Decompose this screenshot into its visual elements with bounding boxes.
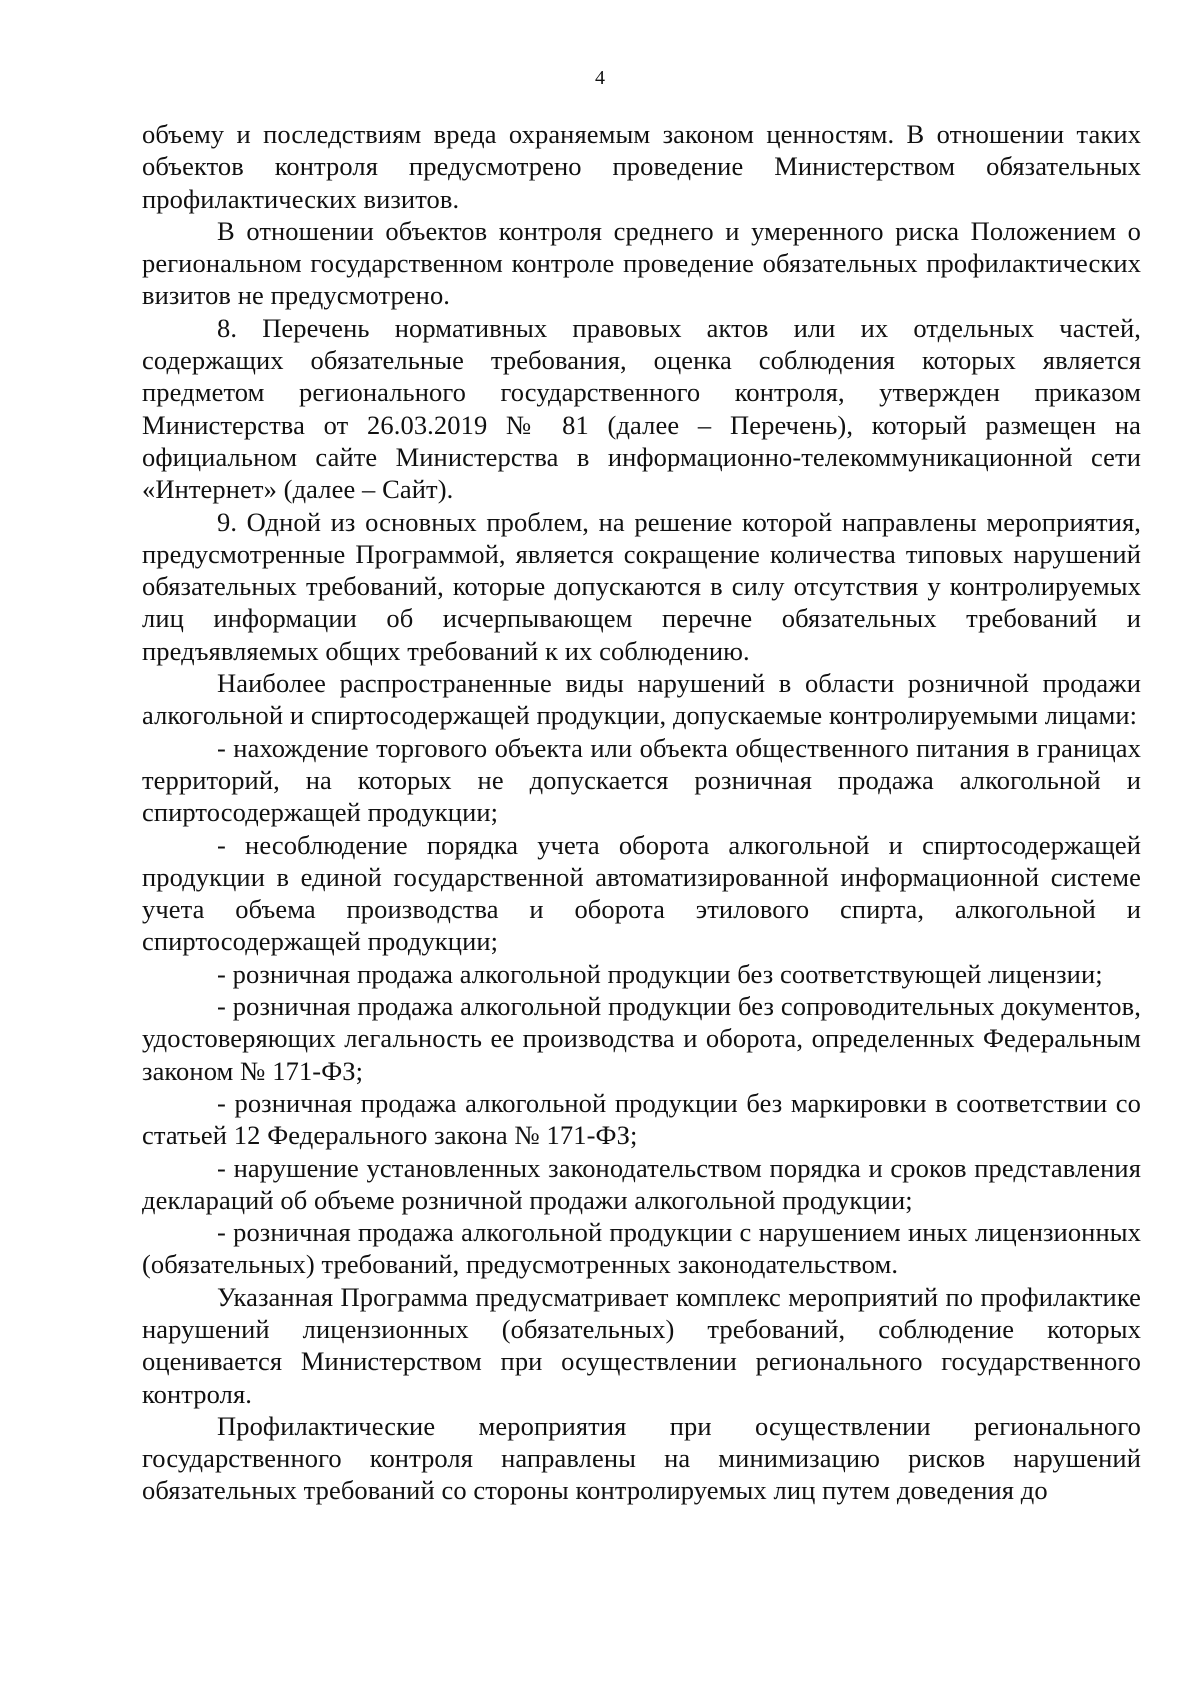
list-item-violation-other: - розничная продажа алкогольной продукции с нарушением иных лицензионных (обязательных) требований, предусмотренных законодательством. xyxy=(142,1217,1141,1280)
paragraph-item-9: 9. Одной из основных проблем, на решение которой направлены мероприятия, предусмотренные Программой, является сокращение количества типовых нарушений обязательных требований, которые допускаются в силу отсутствия у контролируемых лиц информации об исчерпывающем перечне обязательных требований и предъявляемых общих требований к их соблюдению. xyxy=(142,506,1141,666)
page-number: 4 xyxy=(595,67,605,89)
list-item-violation-marking: - розничная продажа алкогольной продукции без маркировки в соответствии со статьей 12 Федерального закона № 171-ФЗ; xyxy=(142,1087,1141,1151)
paragraph-continuation: объему и последствиям вреда охраняемым законом ценностям. В отношении таких объектов контроля предусмотрено проведение Министерством обязательных профилактических визитов. xyxy=(142,119,1141,214)
document-body xyxy=(142,118,1141,1507)
list-item-violation-declarations: - нарушение установленных законодательством порядка и сроков представления деклараций об объеме розничной продажи алкогольной продукции; xyxy=(142,1152,1141,1215)
paragraph-risk-objects: В отношении объектов контроля среднего и умеренного риска Положением о региональном государственном контроле проведение обязательных профилактических визитов не предусмотрено. xyxy=(142,215,1141,311)
list-item-violation-license: - розничная продажа алкогольной продукции без соответствующей лицензии; xyxy=(217,958,1103,989)
paragraph-program-scope: Указанная Программа предусматривает комплекс мероприятий по профилактике нарушений лицензионных (обязательных) требований, соблюдение которых оценивается Министерством при осуществлении регионального государственного контроля. xyxy=(142,1281,1141,1409)
paragraph-violations-intro: Наиболее распространенные виды нарушений в области розничной продажи алкогольной и спиртосодержащей продукции, допускаемые контролируемыми лицами: xyxy=(142,668,1141,731)
list-item-violation-territory: - нахождение торгового объекта или объекта общественного питания в границах территорий, на которых не допускается розничная продажа алкогольной и спиртосодержащей продукции; xyxy=(142,732,1141,828)
list-item-violation-egais: - несоблюдение порядка учета оборота алкогольной и спиртосодержащей продукции в единой государственной автоматизированной информационной системе учета объема производства и оборота этилового спирта, алкогольной и спиртосодержащей продукции; xyxy=(142,829,1141,957)
paragraph-preventive-measures: Профилактические мероприятия при осуществлении регионального государственного контроля направлены на минимизацию рисков нарушений обязательных требований со стороны контролируемых лиц путем доведения до xyxy=(142,1410,1141,1506)
list-item-violation-documents: - розничная продажа алкогольной продукции без сопроводительных документов, удостоверяющих легальность ее производства и оборота, определенных Федеральным законом № 171-ФЗ; xyxy=(142,991,1141,1086)
paragraph-item-8: 8. Перечень нормативных правовых актов или их отдельных частей, содержащих обязательные требования, оценка соблюдения которых является предметом регионального государственного контроля, утвержден приказом Министерства от 26.03.2019 № 81 (далее – Перечень), который размещен на официальном сайте Министерства в информационно-телекоммуникационной сети «Интернет» (далее – Сайт). xyxy=(142,312,1141,505)
